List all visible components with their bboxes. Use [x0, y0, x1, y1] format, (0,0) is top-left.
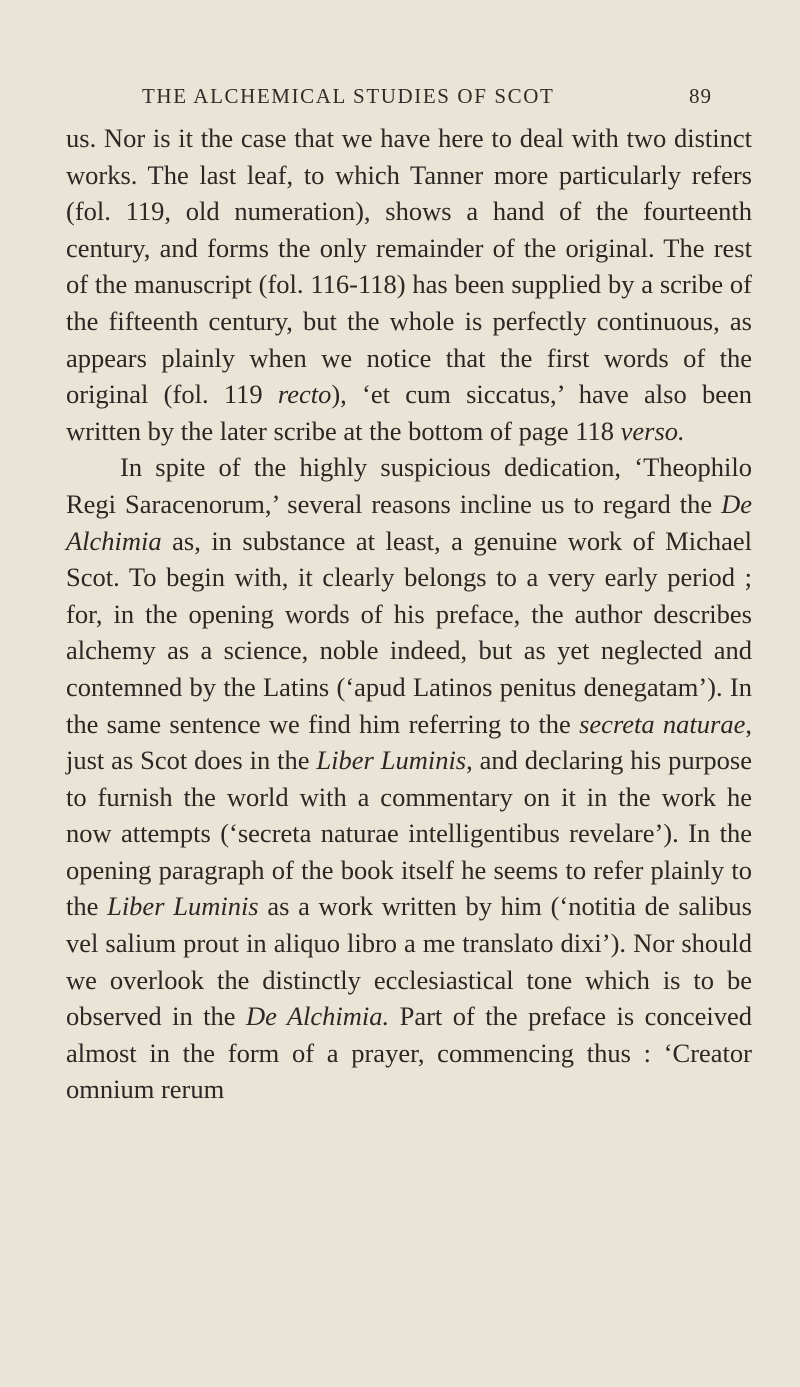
paragraph-1	[66, 120, 752, 449]
paragraph-2	[66, 449, 752, 1108]
italic-segment: recto	[277, 379, 332, 410]
page-number: 89	[689, 84, 712, 108]
text-segment: , and declaring his purpose to furnish the world with a commentary on it in the work he now attempts (‘secreta naturae intelligentibus revelare’). In the opening paragraph of the book itself he seems to refer plainly to the	[66, 745, 752, 922]
text-segment: , just as Scot does in the	[66, 708, 752, 776]
text-segment: us. Nor is it the case that we have here to deal with two distinct works. The last leaf, to which Tanner more particularly refers (fol. 119, old numeration), shows a hand of the fourteenth century, and forms the only remainder of the original. The rest of the manuscript (fol. 116-118) has been supplied by a scribe of the fifteenth century, but the whole is perfectly continuous, as appears plainly when we notice that the first words of the original (fol. 119	[66, 123, 752, 410]
italic-segment: De Alchimia	[66, 488, 752, 556]
running-header	[142, 84, 712, 109]
text-segment: as, in substance at least, a genuine work of Michael Scot. To begin with, it clearly belongs to a very early period ; for, in the opening words of his preface, the author describes alchemy as a science, noble indeed, but as yet neglected and contemned by the Latins (‘apud Latinos penitus denegatam’). In the same sentence we find him referring to the	[66, 525, 752, 739]
text-segment: as a work written by him (‘notitia de salibus vel salium prout in aliquo libro a me translato dixi’). Nor should we overlook the distinctly ecclesiastical tone which is to be observed in the	[66, 891, 752, 1032]
italic-segment: Liber Luminis	[107, 891, 259, 922]
italic-segment: De Alchimia.	[245, 1001, 390, 1032]
italic-segment: Liber Luminis	[316, 745, 467, 776]
text-segment: ), ‘et cum siccatus,’ have also been written by the later scribe at the bottom of page 118	[66, 379, 752, 446]
italic-segment: verso.	[620, 415, 685, 446]
italic-segment: secreta naturae	[579, 708, 746, 739]
body-text	[66, 120, 752, 1108]
text-segment: Part of the preface is conceived almost in the form of a prayer, commencing thus : ‘Creator omnium rerum	[66, 1001, 752, 1105]
running-title: THE ALCHEMICAL STUDIES OF SCOT	[142, 84, 555, 108]
text-segment: In spite of the highly suspicious dedication, ‘Theophilo Regi Saracenorum,’ several reasons incline us to regard the	[66, 452, 752, 519]
